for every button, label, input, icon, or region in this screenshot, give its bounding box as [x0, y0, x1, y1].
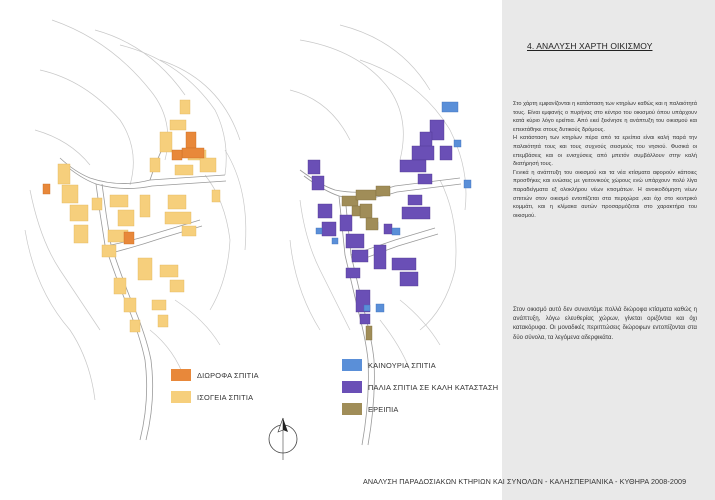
section-title: 4. ΑΝΑΛΥΣΗ ΧΑΡΤΗ ΟΙΚΙΣΜΟΥ: [527, 41, 653, 51]
legend-swatch-two-storey: [171, 369, 191, 381]
legend-new-houses: [342, 359, 436, 371]
footer-caption: ΑΝΑΛΥΣΗ ΠΑΡΑΔΟΣΙΑΚΩΝ ΚΤΗΡΙΩΝ ΚΑΙ ΣΥΝΟΛΩΝ - ΚΑΛΗΣΠΕΡΙΑΝΙΚΑ - ΚΥΘΗΡΑ 2008-2009: [363, 477, 687, 486]
right-map-contours: [290, 25, 466, 370]
legend-label-ruins: ΕΡΕΙΠΙΑ: [368, 404, 399, 414]
north-arrow-icon: [269, 418, 297, 460]
legend-ruins: [342, 403, 399, 415]
legend-label-single-storey: ΙΣΟΓΕΙΑ ΣΠΙΤΙΑ: [197, 392, 254, 402]
legend-swatch-new-houses: [342, 359, 362, 371]
text-sidebar: [502, 0, 715, 500]
legend-two-storey: [171, 369, 259, 381]
legend-swatch-old-houses-good: [342, 381, 362, 393]
description-paragraph-1: Στο χάρτη εμφανίζονται η κατάσταση των κτηρίων καθώς και η παλαιότητά τους. Είναι εμφανής ο πυρήνας στο κέντρο του οικισμού όπου υπάρχουν κατά κύριο λόγο ερείπια. Από εκεί ξεκίνησε η ανάπτυξη του οικισμού και επεκτάθηκε στους δυτικούς δρόμους. Η κατάσταση των κτηρίων πέρα από τα ερείπια είναι καλή παρά την παλαιότητά τους και τους συχνούς σεισμούς του νησιού. Φυσικά οι επεμβάσεις και οι ενισχύσεις από μπετόν συμβάλλουν στην καλή διατήρησή τους. Γενικά η ανάπτυξη του οικισμού και τα νέα κτίσματα αφορούν κάποιες προσθήκες και ενώσεις με γειτονικούς χώρους ενώ υπάρχουν πολύ λίγα παραδείγματα εξ ολοκλήρου νέων κτισμάτων. Η ανοικοδόμηση νέων σπιτιών στον οικισμό εντοπίζεται στα περιχώρα ,και όχι στο κεντρικό κομμάτι, και η κλίμακα αυτών προσαρμόζεται στο χαρακτήρα του οικισμού.: [513, 101, 697, 219]
legend-label-old-houses-good: ΠΑΛΙΑ ΣΠΙΤΙΑ ΣΕ ΚΑΛΗ ΚΑΤΑΣΤΑΣΗ: [368, 382, 499, 392]
right-map-new: [316, 102, 471, 312]
legend-old-houses-good: [342, 381, 498, 393]
legend-swatch-ruins: [342, 403, 362, 415]
legend-label-new-houses: ΚΑΙΝΟΥΡΙΑ ΣΠΙΤΙΑ: [368, 360, 436, 370]
right-map-old-good: [308, 120, 452, 324]
legend-swatch-single-storey: [171, 391, 191, 403]
legend-label-two-storey: ΔΙΩΡΟΦΑ ΣΠΙΤΙΑ: [197, 370, 259, 380]
legend-single-storey: [171, 391, 253, 403]
description-paragraph-2: Στον οικισμό αυτό δεν συναντάμε πολλά διώροφα κτίσματα καθώς η ανάπτυξη, λόγω ελευθερίας χώρων, γίνεται οριζόντια και όχι κατακόρυφα. Οι μοναδικές περιπτώσεις διώροφων εντοπίζονται στα δύο σύνολα, τα λεγόμενα αδερφικάτα.: [513, 307, 697, 341]
left-map-contours: [25, 20, 246, 400]
